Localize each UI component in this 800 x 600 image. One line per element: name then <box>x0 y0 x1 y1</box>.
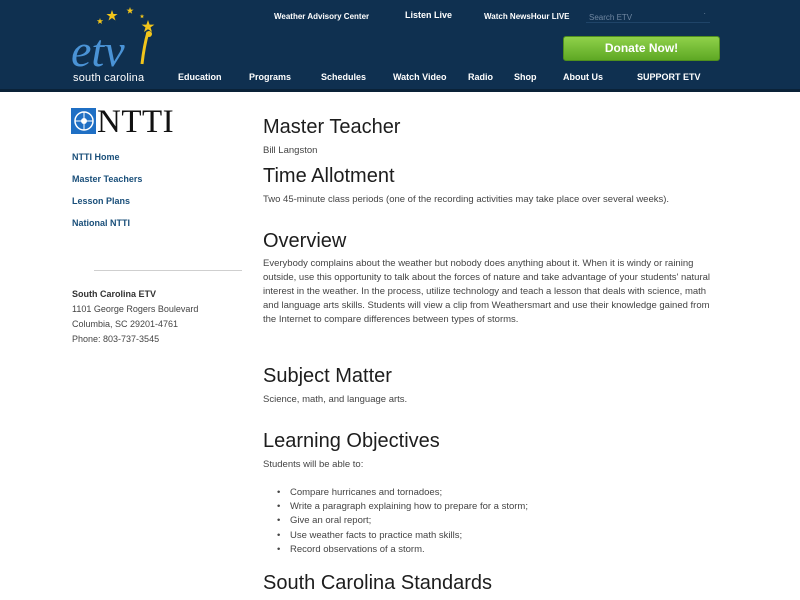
heading-master-teacher: Master Teacher <box>263 116 401 138</box>
sidebar-item-ntti-home[interactable]: NTTI Home <box>72 152 120 162</box>
address-org: South Carolina ETV <box>72 289 157 299</box>
nav-education[interactable]: Education <box>178 72 222 82</box>
ntti-wordmark: NTTI <box>97 104 175 140</box>
sidebar-divider <box>94 270 242 271</box>
objectives-intro: Students will be able to: <box>263 459 364 470</box>
nav-programs[interactable]: Programs <box>249 72 292 82</box>
main-nav <box>0 72 800 86</box>
nav-radio[interactable]: Radio <box>468 72 494 82</box>
search-box <box>586 7 710 23</box>
address-phone: Phone: 803-737-3545 <box>72 334 160 344</box>
contact-address <box>72 287 198 347</box>
search-input[interactable] <box>586 10 710 25</box>
subject-matter-text: Science, math, and language arts. <box>263 394 408 405</box>
search-icon[interactable]: · <box>703 9 706 18</box>
ntti-globe-icon <box>71 108 96 134</box>
heading-learning-objectives: Learning Objectives <box>263 430 440 452</box>
site-header <box>0 0 800 92</box>
overview-text: Everybody complains about the weather but nobody does anything about it. When it is windy or raining outside, use this opportunity to talk about the forces of nature and take advantage of your students' natural interest in the weather. In the process, utilize technology and teach a lesson that deals with science, math and language arts skills. Students will view a clip from Weathersmart and use their knowledge gained from the Internet to compare differences between types of storms. <box>263 258 711 325</box>
svg-text:etv: etv <box>71 25 125 72</box>
list-item: • Compare hurricanes and tornadoes; <box>277 486 528 500</box>
list-item: • Give an oral report; <box>277 514 528 528</box>
sidebar-item-master-teachers[interactable]: Master Teachers <box>72 174 143 184</box>
sidebar-item-lesson-plans[interactable]: Lesson Plans <box>72 196 131 206</box>
address-city: Columbia, SC 29201-4761 <box>72 319 179 329</box>
list-item: • Write a paragraph explaining how to prepare for a storm; <box>277 500 528 514</box>
list-item: • Use weather facts to practice math skills; <box>277 529 528 543</box>
sidebar-nav <box>72 152 142 240</box>
nav-support-etv[interactable]: SUPPORT ETV <box>637 72 701 82</box>
heading-subject-matter: Subject Matter <box>263 365 392 387</box>
listen-live-link[interactable]: Listen Live <box>405 10 453 20</box>
ntti-logo[interactable] <box>71 106 191 138</box>
nav-about-us[interactable]: About Us <box>563 72 603 82</box>
logo-subtitle: south carolina <box>73 72 145 84</box>
address-street: 1101 George Rogers Boulevard <box>72 304 199 314</box>
list-item: • Record observations of a storm. <box>277 543 528 557</box>
nav-shop[interactable]: Shop <box>514 72 537 82</box>
donate-button[interactable]: Donate Now! <box>563 36 720 61</box>
heading-sc-standards: South Carolina Standards <box>263 572 493 594</box>
time-allotment-text: Two 45-minute class periods (one of the recording activities may take place over several weeks). <box>263 194 670 205</box>
watch-newshour-link[interactable]: Watch NewsHour LIVE <box>484 12 570 21</box>
teacher-name: Bill Langston <box>263 145 318 156</box>
weather-advisory-link[interactable]: Weather Advisory Center <box>274 12 370 21</box>
heading-time-allotment: Time Allotment <box>263 165 395 187</box>
objectives-list <box>277 486 528 557</box>
sidebar-item-national-ntti[interactable]: National NTTI <box>72 218 130 228</box>
heading-overview: Overview <box>263 230 347 252</box>
nav-schedules[interactable]: Schedules <box>321 72 367 82</box>
nav-watch-video[interactable]: Watch Video <box>393 72 447 82</box>
